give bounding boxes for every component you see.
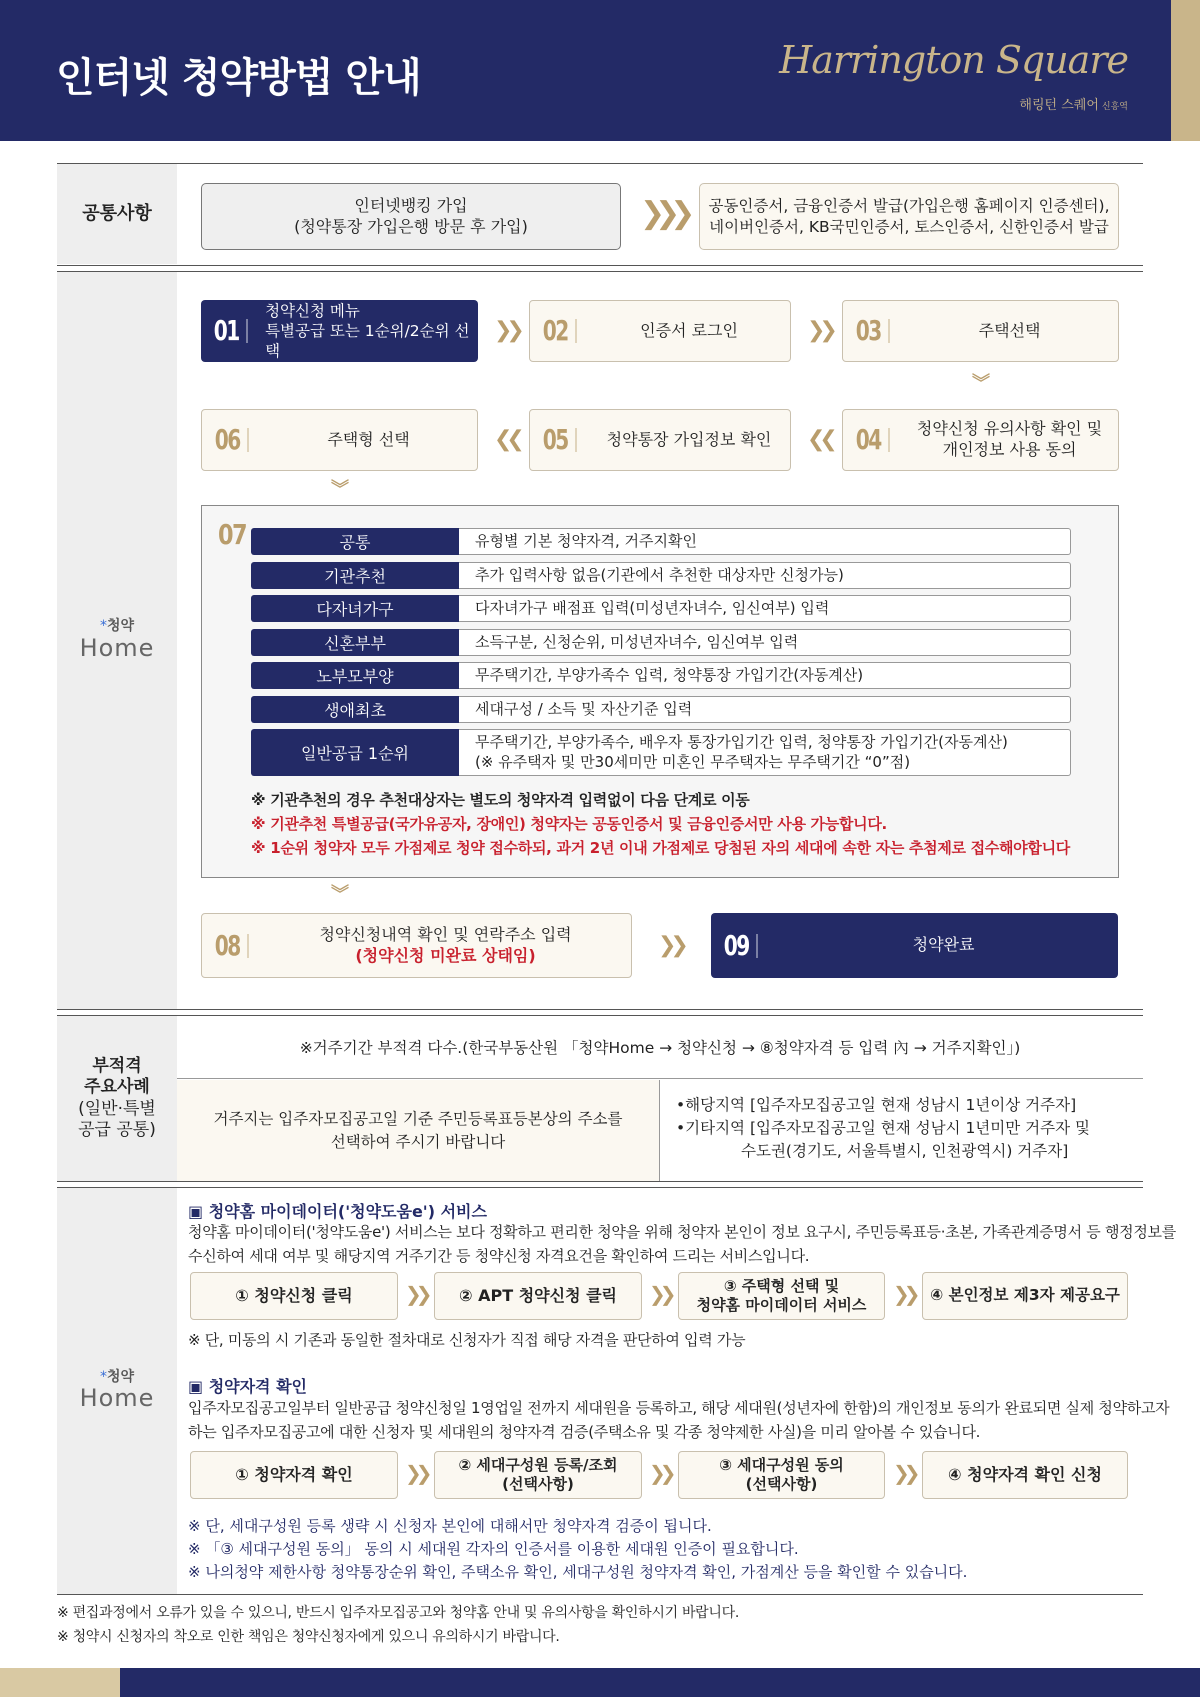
qual-notes: ※ 단, 세대구성원 등록 생략 시 신청자 본인에 대해서만 청약자격 검증이 됩니다. ※ 「③ 세대구성원 동의」 동의 시 세대원 각자의 인증서를 이용한 세대원 인증이 필요합니다. ※ 나의청약 제한사항 청약통장순위 확인, 주택소유 확인, 세대구성원 청약자격 확인, 가점계산 등을 확인할 수 있습니다.	[188, 1517, 968, 1581]
arrow-down-icon: ︾	[331, 884, 349, 905]
unfit-top-note: ※거주기간 부적격 다수.(한국부동산원 「청약Home → 청약신청 → ⑧청약자격 등 입력 內 → 거주지확인」)	[177, 1016, 1143, 1079]
arrow-right-icon: ❯❯	[893, 1461, 915, 1485]
header-accent	[1171, 0, 1200, 141]
cheongyak-home-logo: *청약 Home	[57, 1188, 177, 1594]
note-text: ※ 기관추천의 경우 추천대상자는 별도의 청약자격 입력없이 다음 단계로 이동	[251, 791, 750, 809]
arrow-right-icon: ❯❯	[649, 1461, 671, 1485]
arrow-left-icon: ❮❮	[807, 427, 832, 452]
step-08: 08 청약신청내역 확인 및 연락주소 입력 (청약신청 미완료 상태임)	[201, 913, 632, 978]
step-04: 04 청약신청 유의사항 확인 및 개인정보 사용 동의	[842, 409, 1119, 471]
arrow-right-icon: ❯❯	[807, 318, 832, 343]
arrow-left-icon: ❮❮	[494, 427, 519, 452]
arrow-right-icon: ❯❯	[658, 933, 683, 958]
table-row: 다자녀가구 다자녀가구 배점표 입력(미성년자녀수, 임신여부) 입력	[251, 595, 1071, 622]
arrow-down-icon: ︾	[331, 479, 349, 500]
arrow-down-icon: ︾	[972, 373, 990, 394]
mydata-step-4: ④ 본인정보 제3자 제공요구	[922, 1272, 1128, 1320]
step-01: 01 청약신청 메뉴 특별공급 또는 1순위/2순위 선택	[201, 300, 478, 362]
mydata-step-2: ② APT 청약신청 클릭	[434, 1272, 642, 1320]
qual-step-3: ③ 세대구성원 동의 (선택사항)	[678, 1451, 885, 1499]
table-row: 신혼부부 소득구분, 신청순위, 미성년자녀수, 임신여부 입력	[251, 629, 1071, 656]
table-row: 일반공급 1순위 무주택기간, 부양가족수, 배우자 통장가입기간 입력, 청약통장 가입기간(자동계산) (※ 유주택자 및 만30세미만 미혼인 무주택자는 무주택기간 “0”점)	[251, 729, 1071, 776]
table-row: 생애최초 세대구성 / 소득 및 자산기준 입력	[251, 696, 1071, 723]
arrow-right-icon: ❯❯	[893, 1282, 915, 1306]
mydata-heading: ▣ 청약홈 마이데이터('청약도움e') 서비스	[188, 1202, 487, 1221]
step-02: 02 인증서 로그인	[529, 300, 791, 362]
unfit-left-cell: 거주지는 입주자모집공고일 기준 주민등록표등본상의 주소를 선택하여 주시기 바랍니다	[177, 1080, 660, 1181]
qual-step-2: ② 세대구성원 등록/조회 (선택사항)	[434, 1451, 642, 1499]
qual-step-4: ④ 청약자격 확인 신청	[922, 1451, 1128, 1499]
internet-banking-box: 인터넷뱅킹 가입 (청약통장 가입은행 방문 후 가입)	[201, 183, 621, 250]
step-09: 09 청약완료	[711, 913, 1118, 978]
unfit-label: 부적격 주요사례 (일반·특별 공급 공통)	[57, 1016, 177, 1181]
table-row: 공통 유형별 기본 청약자격, 거주지확인	[251, 528, 1071, 555]
qual-heading: ▣ 청약자격 확인	[188, 1377, 307, 1396]
page-header	[0, 0, 1200, 141]
brand-logo: Harrington Square	[779, 38, 1128, 82]
arrow-right-icon: ❯❯❯	[640, 196, 686, 231]
step-05: 05 청약통장 가입정보 확인	[529, 409, 791, 471]
step-07	[201, 505, 1119, 878]
footer-bar	[0, 1668, 1200, 1697]
arrow-right-icon: ❯❯	[494, 318, 519, 343]
table-row: 기관추천 추가 입력사항 없음(기관에서 추천한 대상자만 신청가능)	[251, 562, 1071, 589]
qual-step-1: ① 청약자격 확인	[190, 1451, 398, 1499]
page-title: 인터넷 청약방법 안내	[56, 55, 421, 101]
arrow-right-icon: ❯❯	[649, 1282, 671, 1306]
common-label: 공통사항	[57, 164, 177, 264]
arrow-right-icon: ❯❯	[405, 1282, 427, 1306]
note-text: ※ 1순위 청약자 모두 가점제로 청약 접수하되, 과거 2년 이내 가점제로 당첨된 자의 세대에 속한 자는 추첨제로 접수해야합니다	[251, 839, 1070, 857]
step-07-number: 07	[218, 518, 246, 551]
brand-logo-sub: 해링턴 스퀘어 신흥역	[1019, 98, 1128, 113]
arrow-right-icon: ❯❯	[405, 1461, 427, 1485]
certificate-box: 공동인증서, 금융인증서 발급(가입은행 홈페이지 인증센터), 네이버인증서, KB국민인증서, 토스인증서, 신한인증서 발급	[699, 183, 1119, 250]
footer-notes: ※ 편집과정에서 오류가 있을 수 있으니, 반드시 입주자모집공고와 청약홈 안내 및 유의사항을 확인하시기 바랍니다. ※ 청약시 신청자의 착오로 인한 책임은 청약신청자에게 있으니 유의하시기 바랍니다.	[57, 1605, 739, 1645]
step-03: 03 주택선택	[842, 300, 1119, 362]
cheongyak-home-logo: *청약 Home	[57, 272, 177, 1009]
table-row: 노부모부양 무주택기간, 부양가족수 입력, 청약통장 가입기간(자동계산)	[251, 662, 1071, 689]
qual-paragraph: 입주자모집공고일부터 일반공급 청약신청일 1영업일 전까지 세대원을 등록하고, 해당 세대원(성년자에 한함)의 개인정보 동의가 완료되면 실제 청약하고자 하는 입주자모집공고에 대한 신청자 및 세대원의 청약자격 검증(주택소유 및 각종 청약제한 사실)을 미리 알아볼 수 있습니다.	[188, 1399, 1170, 1441]
mydata-paragraph: 청약홈 마이데이터('청약도움e') 서비스는 보다 정확하고 편리한 청약을 위해 청약자 본인이 정보 요구시, 주민등록표등·초본, 가족관계증명서 등 행정정보를 수신하여 세대 여부 및 해당지역 거주기간 등 청약신청 자격요건을 확인하여 드리는 서비스입니다.	[188, 1223, 1176, 1265]
mydata-step-3: ③ 주택형 선택 및 청약홈 마이데이터 서비스	[678, 1272, 885, 1320]
step-06: 06 주택형 선택	[201, 409, 478, 471]
note-text: ※ 기관추천 특별공급(국가유공자, 장애인) 청약자는 공동인증서 및 금융인증서만 사용 가능합니다.	[251, 815, 887, 833]
mydata-step-1: ① 청약신청 클릭	[190, 1272, 398, 1320]
unfit-right-cell: •해당지역 [입주자모집공고일 현재 성남시 1년이상 거주자] •기타지역 [입주자모집공고일 현재 성남시 1년미만 거주자 및 수도권(경기도, 서울특별시, 인천광역시) 거주자]	[676, 1096, 1090, 1160]
mydata-note: ※ 단, 미동의 시 기존과 동일한 절차대로 신청자가 직접 해당 자격을 판단하여 입력 가능	[188, 1331, 746, 1349]
